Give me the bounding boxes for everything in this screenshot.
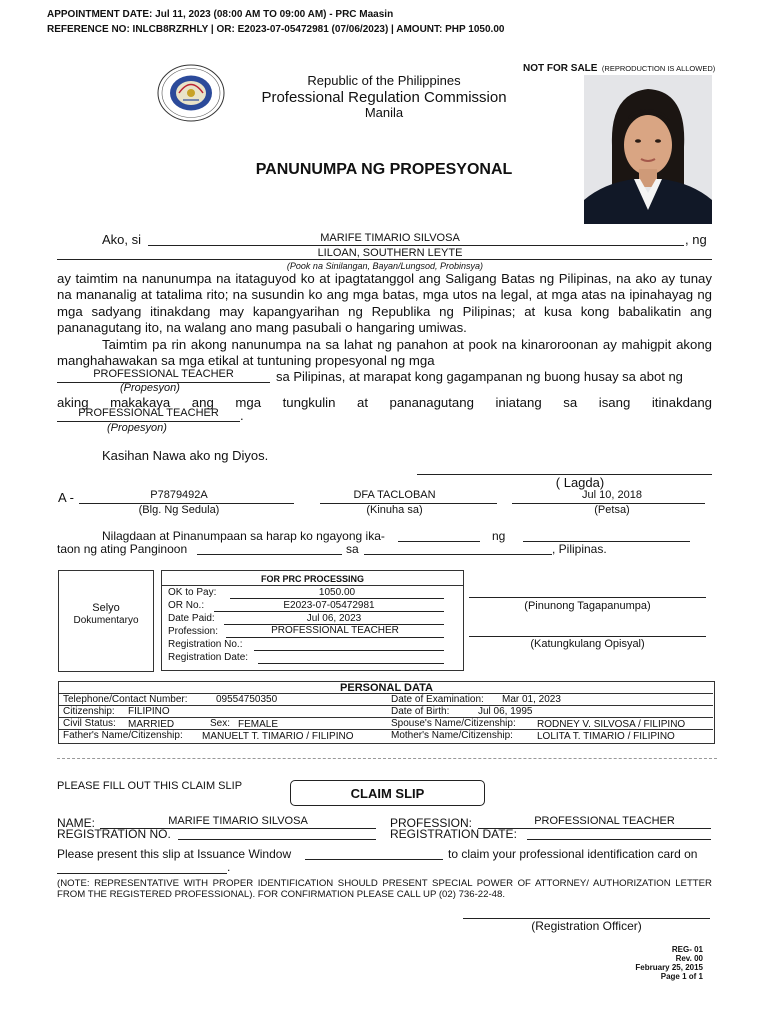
claim-slip-label: CLAIM SLIP [350,786,425,801]
spouse-label: Spouse's Name/Citizenship: [391,718,516,729]
after-profession-text: sa Pilipinas, at marapat kong gagampanan ng buong husay sa abot ng [276,369,683,384]
revision-number: Rev. 00 [675,954,703,963]
claim-reg-no-line [178,839,376,840]
or-no-label: OR No.: [168,600,205,611]
oath-line-3: aking makakaya ang mga tungkulin at pananagutang iniatang sa isang itinakdang [57,395,712,410]
ok-to-pay-value: 1050.00 [318,587,356,598]
claim-reg-no-label: REGISTRATION NO. [57,827,171,841]
propesyon-caption-2: (Propesyon) [107,422,167,434]
pilipinas-text: , Pilipinas. [552,542,607,556]
date-paid-value: Jul 06, 2023 [306,613,362,624]
profession-value-2: PROFESSIONAL TEACHER [78,407,219,419]
exam-date-value: Mar 01, 2023 [502,694,561,705]
sa-text: sa [346,542,359,556]
sa-line [364,554,552,555]
lagda-caption: ( Lagda) [555,475,605,490]
dob-value: Jul 06, 1995 [478,706,533,717]
dob-label: Date of Birth: [391,706,450,717]
kinuha-value: DFA TACLOBAN [353,489,436,501]
name-line [148,245,684,246]
registration-date-label: Registration Date: [168,652,249,663]
mother-label: Mother's Name/Citizenship: [391,730,513,741]
pinuno-line [469,597,706,598]
period-mark: . [240,408,244,423]
propesyon-caption-1: (Propesyon) [120,382,180,394]
place-caption: (Pook na Sinilangan, Bayan/Lungsod, Probinsya) [286,261,484,271]
commission-label: Professional Regulation Commission [261,89,507,106]
or-no-value: E2023-07-05472981 [283,600,375,611]
form-number: REG- 01 [671,945,703,954]
telephone-value: 09554750350 [216,694,278,705]
taon-line [197,554,342,555]
profession-value: PROFESSIONAL TEACHER [271,625,399,636]
civil-status-value: MARRIED [128,719,175,730]
claim-date-line [57,873,227,874]
claim-card-text: to claim your professional identification card on [448,847,698,861]
ok-to-pay-label: OK to Pay: [168,587,217,598]
applicant-photo [584,75,712,224]
nilagdaan-ng: ng [492,529,506,543]
registration-no-label: Registration No.: [168,639,243,650]
mother-value: LOLITA T. TIMARIO / FILIPINO [537,731,675,742]
claim-name-value: MARIFE TIMARIO SILVOSA [168,815,308,827]
personal-data-title: PERSONAL DATA [340,682,433,694]
not-for-sale-label: NOT FOR SALE [523,63,598,74]
city-label: Manila [364,105,404,120]
selyo-box [58,570,154,672]
profession-label: Profession: [168,626,219,637]
form-date: February 25, 2015 [635,963,703,972]
claim-profession-label: PROFESSION: [390,816,473,830]
sedula-caption: (Blg. Ng Sedula) [138,504,220,516]
prc-processing-box [161,570,464,671]
claim-note: (NOTE: REPRESENTATIVE WITH PROPER IDENTIFICATION SHOULD PRESENT SPECIAL POWER OF ATTORNEY/ AUTHORIZATION LETTER FROM THE REGISTERED PROFESSIONAL). FOR CONFIRMATION PLEASE CALL UP (02) 736-22-48. [57,878,712,900]
citizenship-label: Citizenship: [63,706,115,717]
ng-label: , ng [685,232,707,247]
profession-value-1: PROFESSIONAL TEACHER [93,368,234,380]
oath-paragraph-2: Taimtim pa rin akong nanunumpa na sa lahat ng panahon at pook na kinaroroonan ay mahigpit akong manghahawakan sa mga etikal at tuntuning propesyonal ng mga [57,337,712,369]
sex-label: Sex: [210,718,231,729]
claim-reg-date-line [527,839,711,840]
katungkulang-caption: (Katungkulang Opisyal) [530,638,645,650]
appointment-line: APPOINTMENT DATE: Jul 11, 2023 (08:00 AM TO 09:00 AM) - PRC Maasin [47,9,394,20]
a-prefix: A - [58,490,74,505]
claim-period: . [227,860,231,874]
nilagdaan-text: Nilagdaan at Pinanumpaan sa harap ko ngayong ika- [102,529,385,543]
pinuno-caption: (Pinunong Tagapanumpa) [524,600,651,612]
claim-reg-date-label: REGISTRATION DATE: [390,827,517,841]
oath-paragraph-1: ay taimtim na nanunumpa na itataguyod ko at ipagtatanggol ang Saligang Batas ng Pilipinas, na ako ay tunay na mananalig at tatalima rito; na susundin ko ang mga batas, mga utos na legal, at mga atas na ipinahayag ng mga sadyang itinakdang may kapangyarihan ng Republika ng Pilipinas; at kusa kong babalikatin ang pananagutang ito, na walang ano mang pasubali o hangaring umiwas. [57,271,712,335]
kasihan-text: Kasihan Nawa ako ng Diyos. [102,448,269,463]
ako-si-label: Ako, si [102,232,142,247]
sedula-value: P7879492A [150,489,208,501]
officer-caption: (Registration Officer) [531,919,642,933]
dokumentaryo-label: Dokumentaryo [73,615,139,626]
sex-value: FEMALE [238,719,279,730]
exam-date-label: Date of Examination: [391,694,484,705]
page-number: Page 1 of 1 [660,972,703,981]
birthplace-value: LILOAN, SOUTHERN LEYTE [317,247,463,259]
selyo-label: Selyo [92,602,120,614]
spouse-value: RODNEY V. SILVOSA / FILIPINO [537,719,686,730]
fill-out-instruction: PLEASE FILL OUT THIS CLAIM SLIP [57,780,243,792]
page-title: PANUNUMPA NG PROPESYONAL [255,161,513,178]
claim-name-label: NAME: [57,816,96,830]
ika-line [398,541,480,542]
reference-line: REFERENCE NO: INLCB8RZRHLY | OR: E2023-07-05472981 (07/06/2023) | AMOUNT: PHP 1050.00 [47,24,505,35]
petsa-caption: (Petsa) [594,504,630,516]
petsa-value: Jul 10, 2018 [582,489,642,501]
republic-label: Republic of the Philippines [307,73,461,88]
telephone-label: Telephone/Contact Number: [63,694,188,705]
claim-slip-button[interactable] [290,780,485,806]
cut-line [57,758,717,759]
date-paid-label: Date Paid: [168,613,215,624]
not-for-sale-notice [523,58,715,76]
father-value: MANUELT T. TIMARIO / FILIPINO [202,731,354,742]
taon-text: taon ng ating Panginoon [57,542,188,556]
present-slip-text: Please present this slip at Issuance Window [57,847,292,861]
kinuha-caption: (Kinuha sa) [366,504,423,516]
katungkulang-line [469,636,706,637]
prc-seal-icon [157,64,225,122]
personal-row-4 [58,729,713,742]
reproduction-note: (REPRODUCTION IS ALLOWED) [601,64,716,73]
oath-name-value: MARIFE TIMARIO SILVOSA [320,232,460,244]
claim-profession-value: PROFESSIONAL TEACHER [534,815,675,827]
father-label: Father's Name/Citizenship: [63,730,183,741]
place-line [57,259,712,260]
processing-title: FOR PRC PROCESSING [260,574,364,584]
civil-status-label: Civil Status: [63,718,116,729]
citizenship-value: FILIPINO [128,706,170,717]
window-line [305,859,443,860]
